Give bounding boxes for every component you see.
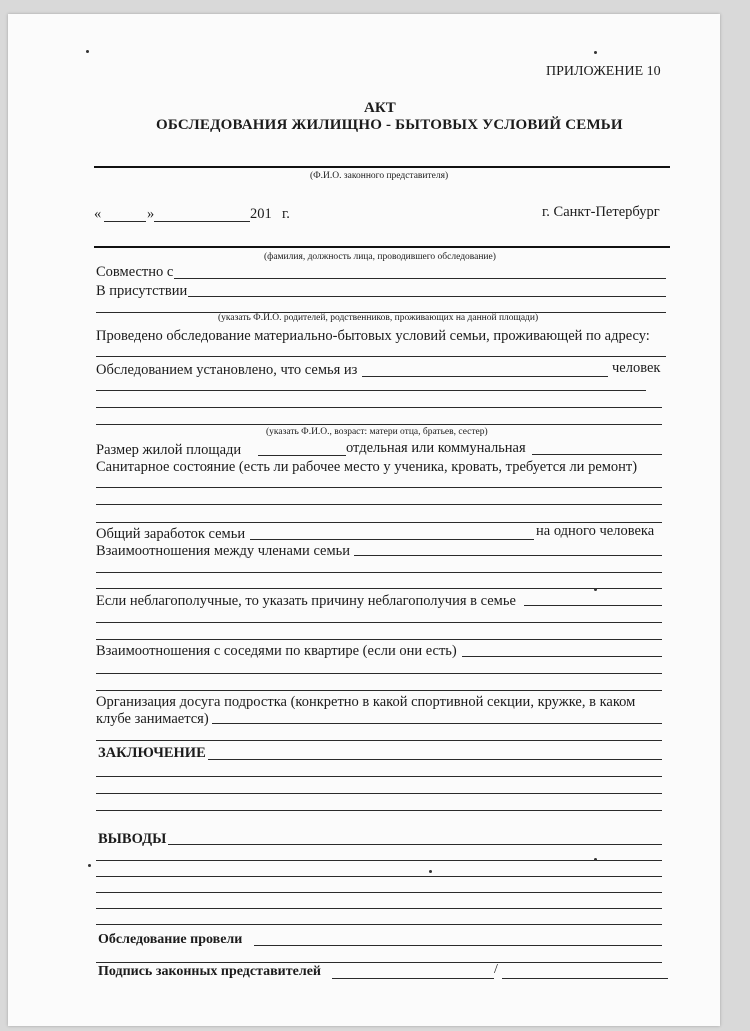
date-year-suffix: г.: [282, 206, 290, 222]
document-page: [8, 14, 720, 1026]
date-year: 201: [250, 206, 272, 222]
date-open-quote: «: [94, 206, 102, 222]
inspected-by-label: Обследование провели: [98, 932, 243, 947]
inspector-line[interactable]: [94, 246, 670, 248]
dysfunction-line-2[interactable]: [96, 622, 662, 623]
per-person-label: на одного человека: [536, 523, 655, 539]
signature-line[interactable]: [332, 978, 494, 979]
guardian-name-line[interactable]: [94, 166, 670, 168]
appendix-label: ПРИЛОЖЕНИЕ 10: [546, 64, 661, 79]
inspected-by-line[interactable]: [254, 945, 662, 946]
separate-line[interactable]: [532, 454, 662, 455]
address-line[interactable]: [96, 356, 666, 357]
leisure-line[interactable]: [212, 723, 662, 724]
family-line-2[interactable]: [96, 407, 662, 408]
document-title: АКТ: [364, 100, 396, 116]
findings-line-5[interactable]: [96, 908, 662, 909]
relatives-hint: (указать Ф.И.О. родителей, родственников, проживающих на данной площади): [218, 313, 539, 323]
sanitary-line-2[interactable]: [96, 504, 662, 505]
leisure-line-2[interactable]: [96, 740, 662, 741]
dysfunction-line-3[interactable]: [96, 639, 662, 640]
presence-label: В присутствии: [96, 283, 188, 299]
survey-text: Проведено обследование материально-бытовых условий семьи, проживающей по адресу:: [96, 328, 650, 344]
family-hint: (указать Ф.И.О., возраст: матери отца, братьев, сестер): [266, 427, 488, 437]
relations-line-3[interactable]: [96, 588, 662, 589]
findings-line[interactable]: [168, 844, 662, 845]
date-day-line[interactable]: [104, 221, 146, 222]
dysfunction-label: Если неблагополучные, то указать причину неблагополучия в семье: [96, 593, 516, 609]
living-area-line[interactable]: [258, 455, 346, 456]
findings-line-6[interactable]: [96, 924, 662, 925]
income-line[interactable]: [250, 539, 534, 540]
relations-line[interactable]: [354, 555, 662, 556]
scan-speck: [429, 870, 432, 873]
jointly-line[interactable]: [174, 278, 666, 279]
date-month-line[interactable]: [154, 221, 250, 222]
scan-speck: [88, 864, 91, 867]
presence-line[interactable]: [188, 296, 666, 297]
inspected-by-line-2[interactable]: [96, 962, 662, 963]
scan-speck: [594, 858, 597, 861]
guardian-hint: (Ф.И.О. законного представителя): [310, 171, 449, 181]
inspector-hint: (фамилия, должность лица, проводившего обследование): [264, 252, 496, 262]
signature-name-line[interactable]: [502, 978, 668, 979]
neighbors-line-2[interactable]: [96, 673, 662, 674]
conclusion-label: ЗАКЛЮЧЕНИЕ: [98, 745, 206, 761]
sanitary-label: Санитарное состояние (есть ли рабочее место у ученика, кровать, требуется ли ремонт): [96, 459, 638, 475]
city-label: г. Санкт-Петербург: [542, 204, 660, 220]
neighbors-line-3[interactable]: [96, 690, 662, 691]
established-label: Обследованием установлено, что семья из: [96, 362, 358, 378]
signature-slash: /: [494, 962, 498, 977]
scan-speck: [594, 51, 597, 54]
scan-speck: [594, 588, 597, 591]
persons-label: человек: [612, 360, 661, 376]
conclusion-line-3[interactable]: [96, 793, 662, 794]
signature-label: Подпись законных представителей: [98, 964, 321, 979]
separate-label: отдельная или коммунальная: [346, 440, 526, 456]
neighbors-label: Взаимоотношения с соседями по квартире (если они есть): [96, 643, 457, 659]
family-size-line[interactable]: [362, 376, 608, 377]
relations-line-2[interactable]: [96, 572, 662, 573]
neighbors-line[interactable]: [462, 656, 662, 657]
dysfunction-line[interactable]: [524, 605, 662, 606]
income-label: Общий заработок семьи: [96, 526, 246, 542]
findings-line-4[interactable]: [96, 892, 662, 893]
conclusion-line-2[interactable]: [96, 776, 662, 777]
findings-label: ВЫВОДЫ: [98, 831, 167, 847]
findings-line-3[interactable]: [96, 876, 662, 877]
document-subtitle: ОБСЛЕДОВАНИЯ ЖИЛИЩНО - БЫТОВЫХ УСЛОВИЙ СЕМЬИ: [156, 117, 623, 133]
living-area-label: Размер жилой площади: [96, 442, 242, 458]
scan-speck: [86, 50, 89, 53]
leisure-label-line2: клубе занимается): [96, 711, 209, 727]
conclusion-line-4[interactable]: [96, 810, 662, 811]
sanitary-line-1[interactable]: [96, 487, 662, 488]
date-close-quote: »: [147, 206, 155, 222]
leisure-label-line1: Организация досуга подростка (конкретно в какой спортивной секции, кружке, в каком: [96, 694, 636, 710]
relations-label: Взаимоотношения между членами семьи: [96, 543, 351, 559]
family-line-3[interactable]: [96, 424, 662, 425]
jointly-label: Совместно с: [96, 264, 174, 280]
conclusion-line[interactable]: [208, 759, 662, 760]
findings-line-2[interactable]: [96, 860, 662, 861]
family-line-1[interactable]: [96, 390, 646, 391]
